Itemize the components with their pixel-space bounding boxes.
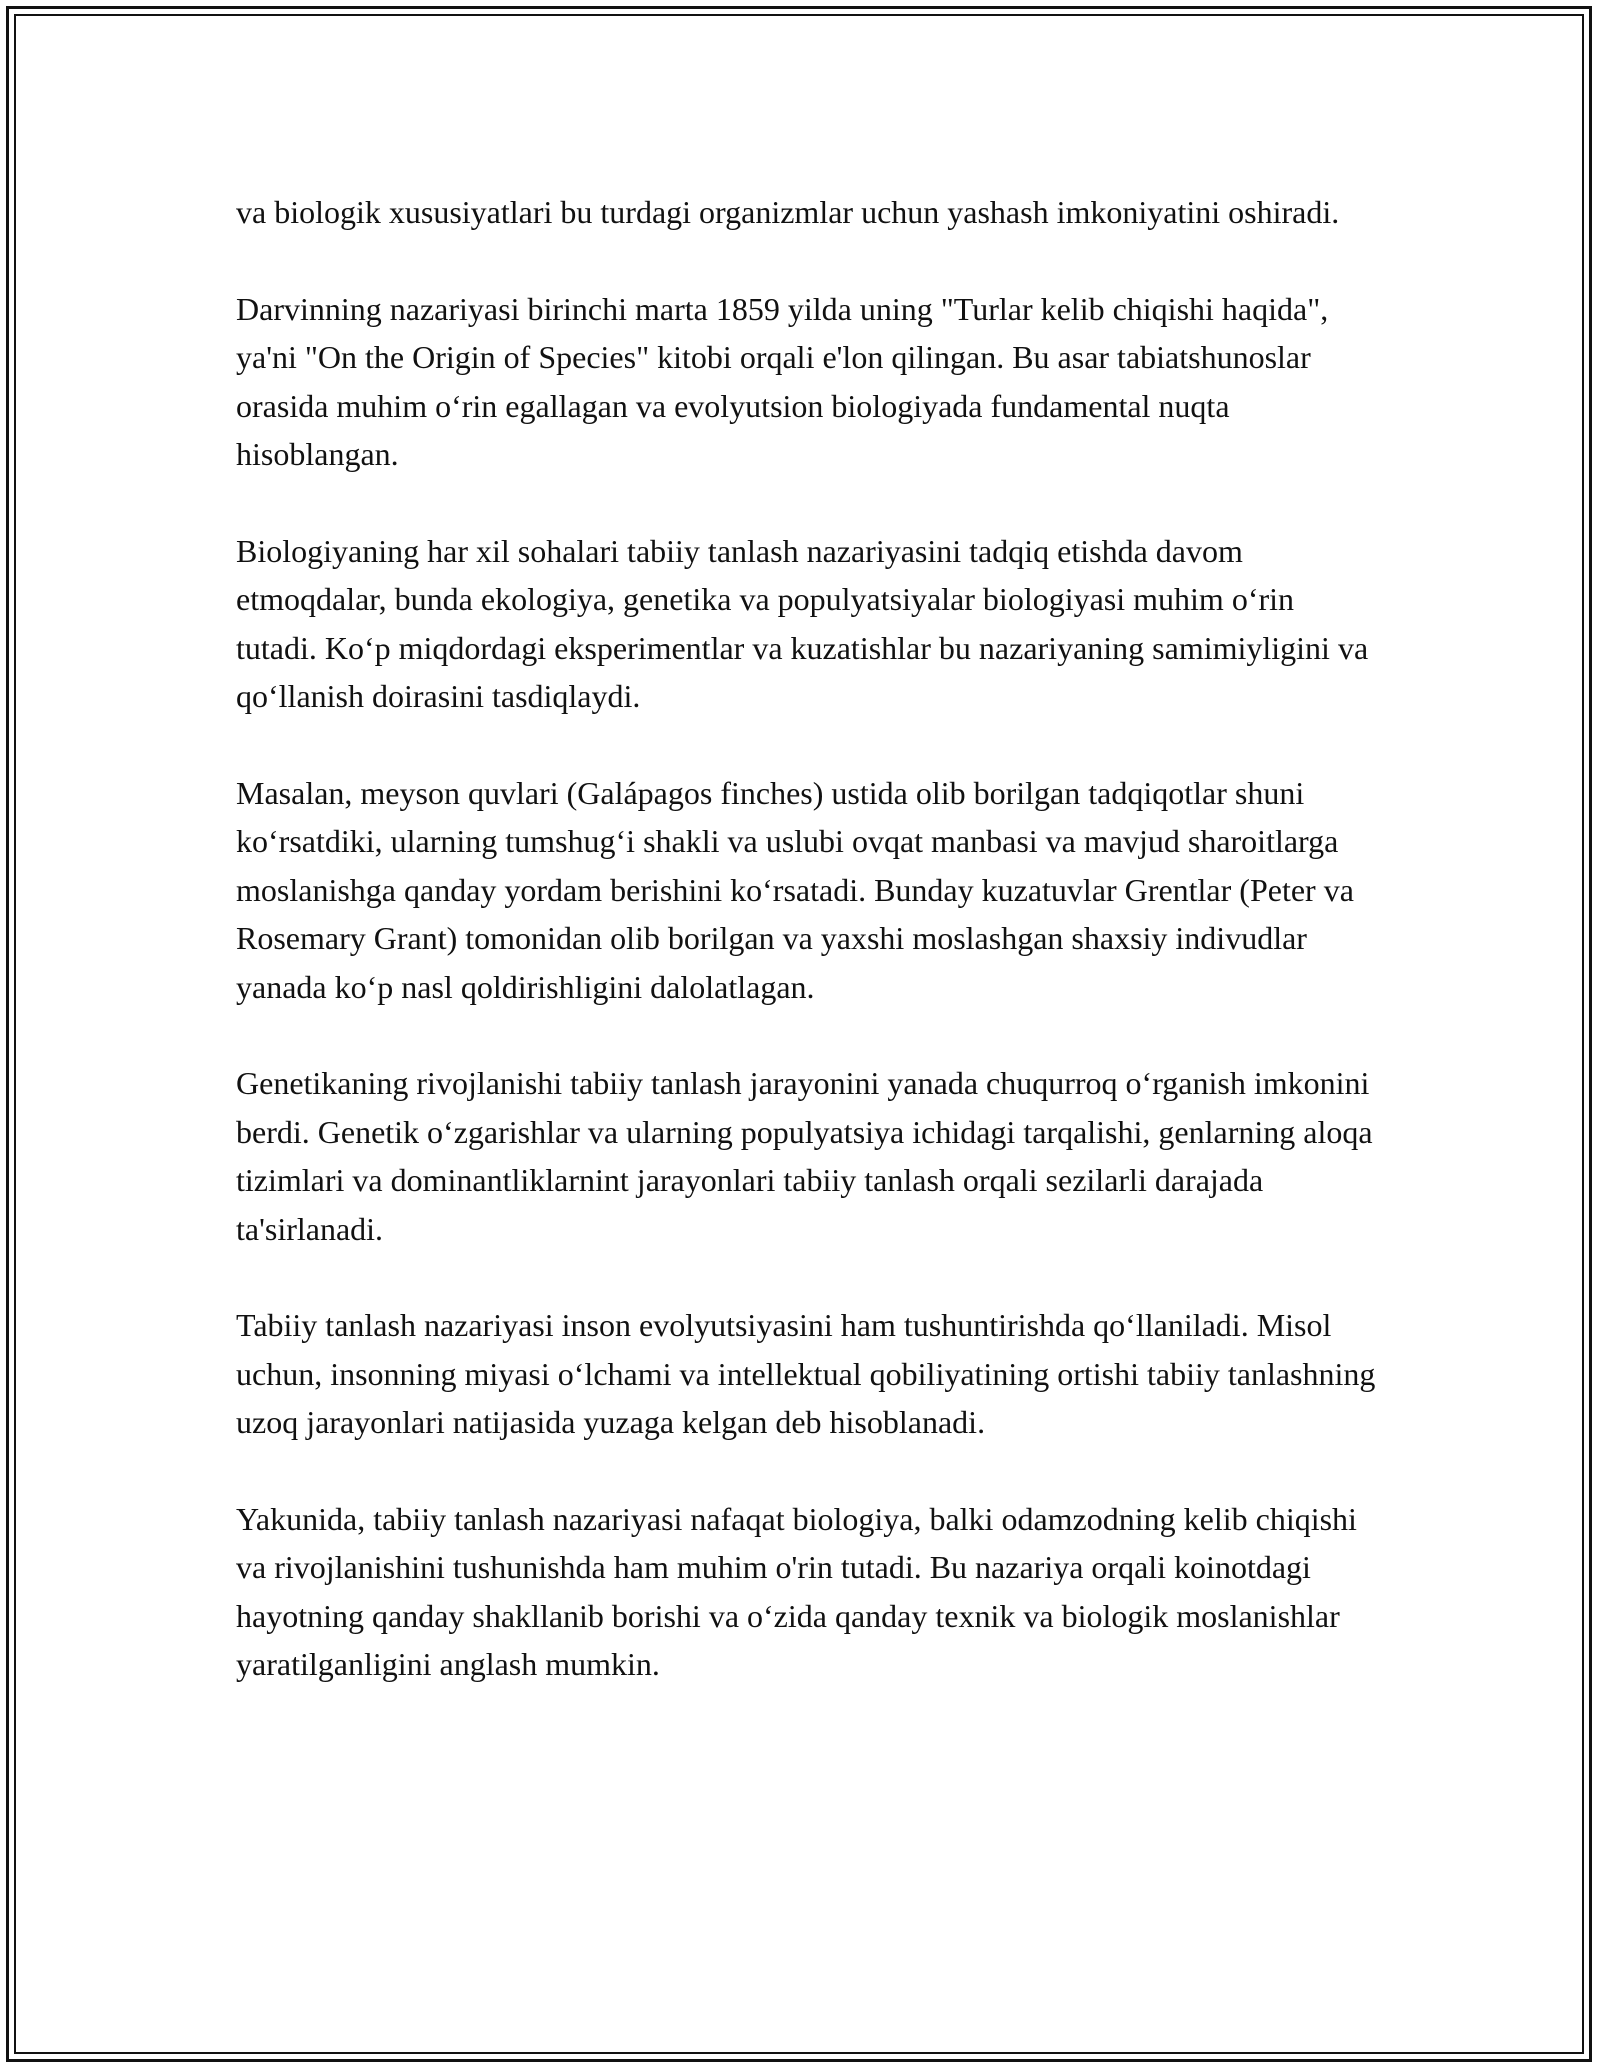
paragraph-4: Masalan, meyson quvlari (Galápagos finches) ustida olib borilgan tadqiqotlar shuni ko‘rsatdiki, ularning tumshug‘i shakli va uslubi ovqat manbasi va mavjud sharoitlarga moslanishga qanday yordam berishini ko‘rsatadi. Bunday kuzatuvlar Grentlar (Peter va Rosemary Grant) tomonidan olib borilgan va yaxshi moslashgan shaxsiy indivudlar yanada ko‘p nasl qoldirishligini dalolatlagan.	[236, 774, 1354, 1005]
paragraph-3: Biologiyaning har xil sohalari tabiiy tanlash nazariyasini tadqiq etishda davom etmoqdalar, bunda ekologiya, genetika va populyatsiyalar biologiyasi muhim o‘rin tutadi. Ko‘p miqdordagi eksperimentlar va kuzatishlar bu nazariyaning samimiyligini va qo‘llanish doirasini tasdiqlaydi.	[236, 532, 1369, 714]
paragraph-2: Darvinning nazariyasi birinchi marta 1859 yilda uning "Turlar kelib chiqishi haqida", ya'ni "On the Origin of Species" kitobi orqali e'lon qilingan. Bu asar tabiatshunoslar orasida muhim o‘rin egallagan va evolyutsion biologiyada fundamental nuqta hisoblangan.	[236, 290, 1329, 472]
paragraph-7: Yakunida, tabiiy tanlash nazariyasi nafaqat biologiya, balki odamzodning kelib chiqishi va rivojlanishini tushunishda ham muhim o'rin tutadi. Bu nazariya orqali koinotdagi hayotning qanday shakllanib borishi va o‘zida qanday texnik va biologik moslanishlar yaratilganligini anglash mumkin.	[236, 1500, 1357, 1682]
paragraph-1: va biologik xususiyatlari bu turdagi organizmlar uchun yashash imkoniyatini oshiradi.	[236, 194, 1340, 230]
document-body	[236, 188, 1376, 1737]
paragraph-6: Tabiiy tanlash nazariyasi inson evolyutsiyasini ham tushuntirishda qo‘llaniladi. Misol uchun, insonning miyasi o‘lchami va intellektual qobiliyatining ortishi tabiiy tanlashning uzoq jarayonlari natijasida yuzaga kelgan deb hisoblanadi.	[236, 1307, 1376, 1440]
paragraph-5: Genetikaning rivojlanishi tabiiy tanlash jarayonini yanada chuqurroq o‘rganish imkonini berdi. Genetik o‘zgarishlar va ularning populyatsiya ichidagi tarqalishi, genlarning aloqa tizimlari va dominantliklarnint jarayonlari tabiiy tanlash orqali sezilarli darajada ta'sirlanadi.	[236, 1065, 1373, 1247]
